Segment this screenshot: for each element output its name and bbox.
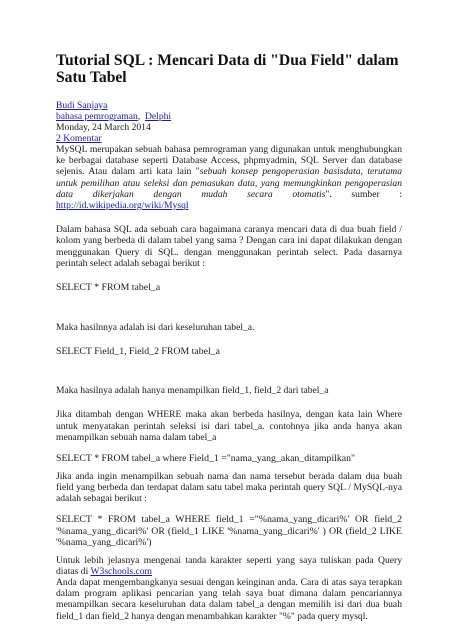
comments-link[interactable]: 2 Komentar — [56, 133, 102, 144]
sql-example-2: SELECT Field_1, Field_2 FROM tabel_a — [56, 345, 220, 357]
w3schools-link[interactable]: W3schools.com — [90, 565, 153, 577]
paragraph-3: Maka hasilnya adalah hanya menampilkan field_1, field_2 dari tabel_a — [56, 385, 329, 397]
post-date: Monday, 24 March 2014 — [56, 122, 151, 133]
category-link-delphi[interactable]: Delphi — [144, 111, 172, 122]
paragraph-6-text: Untuk lebih jelasnya mengenai tanda karakter seperti yang saya tuliskan pada Query diatas di — [56, 554, 402, 577]
intro-quote: sebuah konsep pengoperasian basisdata, terutama untuk pemilihan atau seleksi dan pemasukan data, yang memungkinkan pengoperasian data dikerjakan dengan mudah secara otomatis — [56, 166, 402, 200]
post-meta — [56, 100, 402, 144]
paragraph-5: Jika anda ingin menampilkan sebuah nama dan nama tersebut berada dalam dua buah field yang berbeda dan terdapat dalam satu tabel maka perintah query SQL / MySQL-nya adalah sebagai berikut : — [56, 470, 402, 504]
sql-example-1: SELECT * FROM tabel_a — [56, 282, 161, 294]
source-link[interactable]: http://id.wikipedia.org/wiki/Mysql — [56, 200, 189, 212]
intro-text-a: MySQL merupakan sebuah bahasa pemrograman yang digunakan untuk menghubungkan ke berbagai database seperti Database Access, phpmyadmin, SQL Server dan database sejenis. Atau dalam arti kata lain " — [56, 144, 402, 178]
sql-example-3: SELECT * FROM tabel_a where Field_1 ="nama_yang_akan_ditampilkan" — [56, 453, 356, 465]
paragraph-4: Jika ditambah dengan WHERE maka akan berbeda hasilnya, dengan kata lain Where untuk menyatakan perintah seleksi isi dari tabel_a. contohnya jika anda hanya akan menampilkan sebuah nama dalam tabel_a — [56, 409, 402, 443]
category-link-bahasa-pemrograman[interactable]: bahasa pemrograman — [56, 111, 138, 122]
page-title: Tutorial SQL : Mencari Data di "Dua Field" dalam Satu Tabel — [56, 52, 399, 86]
paragraph-2: Maka hasilnnya adalah isi dari keseluruhan tabel_a. — [56, 321, 255, 333]
article — [56, 52, 402, 622]
category-separator: , — [137, 111, 141, 122]
paragraph-1: Dalam bahasa SQL ada sebuah cara bagaimana caranya mencari data di dua buah field / kolom yang berbeda di dalam tabel yang sama ? Dengan cara ini dapat dilakukan dengan menggunakan Query di SQL. dengan menggunakan perintah select. Pada dasarnya perintah select adalah sebagai berikut : — [56, 224, 402, 269]
paragraph-6 — [56, 555, 402, 577]
intro-paragraph — [56, 144, 402, 211]
paragraph-7: Anda dapat mengembangkanya sesuai dengan keinginan anda. Cara di atas saya terapkan dalam program aplikasi pencarian yang telah saya buat dimana dalam pencariannya menampilkan secara keseluruhan data dalam tabel_a dengan memilih isi dari dua buah field_1 dan field_2 hanya dengan menambahkan karakter "%" pada query mysql. — [56, 577, 402, 622]
intro-text-b: ". sumber : — [325, 188, 402, 200]
sql-example-4: SELECT * FROM tabel_a WHERE field_1 ="%nama_yang_dicari%' OR field_2 '%nama_yang_dicari%' OR (field_1 LIKE '%nama_yang_dicari%' ) OR (field_2 LIKE '%nama_yang_dicari%') — [56, 514, 402, 549]
author-link[interactable]: Budi Sanjaya — [56, 100, 108, 111]
